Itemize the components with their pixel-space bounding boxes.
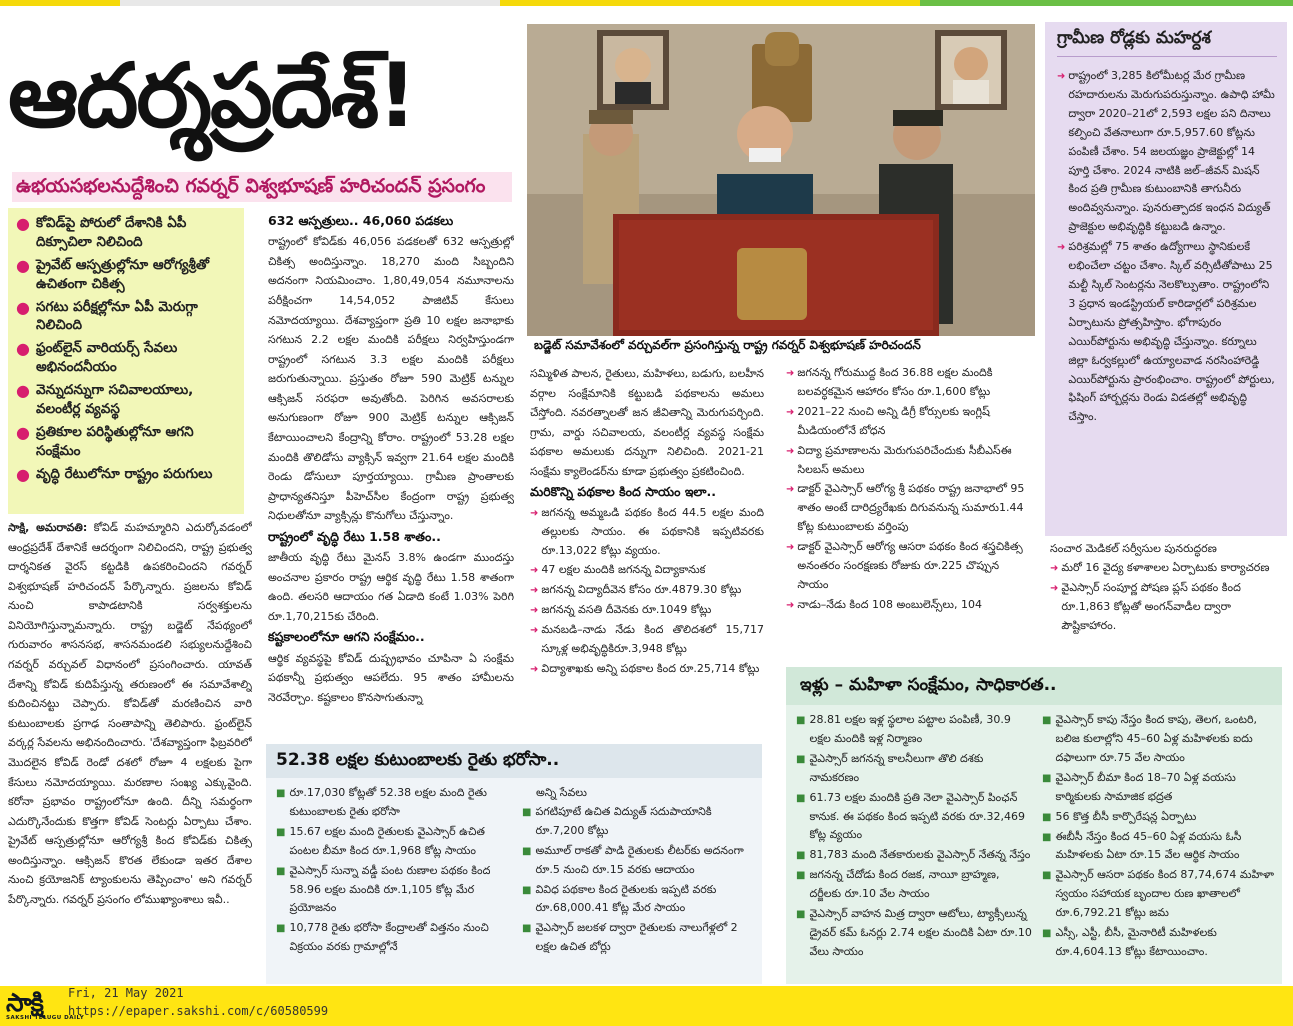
list-item-text: 2021–22 నుంచి అన్ని డిగ్రీ కోర్సులకు ఇంగ్లిష్ మీడియంలోనే బోధన [797,404,990,437]
footer-url[interactable]: https://epaper.sakshi.com/c/60580599 [68,1004,329,1018]
bullet-icon: ➜ [1050,562,1059,574]
farmer-box [266,744,762,984]
section-heading-welfare: కష్టకాలంలోనూ ఆగని సంక్షేమం.. [268,629,425,645]
bullet-icon: ■ [522,884,532,896]
section-heading-growth: రాష్ట్రంలో వృద్ధి రేటు 1.58 శాతం.. [268,528,441,544]
bullet-icon: ➜ [786,445,795,457]
article-intro: కోవిడ్ మహమ్మారిని ఎదుర్కోవడంలో ఆంధ్రప్రదేశ్ దేశానికే ఆదర్శంగా నిలిచిందని, రాష్ట్ర ప్రభుత్వ దార్శనికత వైరస్ కట్టడికి ఉపకరించిందని గవర్నర్ విశ్వభూషణ్ హరిచందన్ పేర్కొన్నారు. ప్రజలను కోవిడ్ నుంచి కాపాడటానికి సర్వశక్తులను వినియోగిస్తున్నామన్నారు. రాష్ట్ర బడ్జెట్ నేపథ్యంలో గురువారం శాసనసభ, శాసనమండలి సభ్యులనుద్దేశించి గవర్నర్ వర్చువల్ విధానంలో ప్రసంగించారు. యావత్ దేశాన్ని కోవిడ్ కుదిపేస్తున్న తరుణంలో ఈ సమావేశాల్ని కుదించినట్టు చెప్పారు. కోవిడ్‌తో మరణించిన వారి కుటుంబాలకు ప్రగాఢ సంతాపాన్ని తెలిపారు. ఫ్రంట్‌లైన్ వర్కర్ల సేవలను అభినందించారు. 'దేశవ్యాప్తంగా ఫిబ్రవరిలో మొదలైన కోవిడ్ రెండో దశలో రోజూ 4 లక్షలకు పైగా కేసులు నమోదయ్యాయి. మరణాల సంఖ్య ఎక్కువైంది. కరోనా ప్రభావం రాష్ట్రంలోనూ ఉంది. దీన్ని సమర్థంగా ఎదుర్కొనేందుకు కొత్తగా కోవిడ్ సెంటర్లు ఏర్పాటు చేశాం. ప్రైవేట్ ఆస్పత్రుల్లోనూ ఆరోగ్యశ్రీ కింద కోవిడ్‌కు చికిత్స అందిస్తున్నాం. ఆక్సిజన్ కొరత లేకుండా ఇతర దేశాల నుంచి క్రయోజనిక్ ట్యాంకులను తెప్పించాం' అని గవర్నర్ పేర్కొన్నారు. గవర్నర్ ప్రసంగం లోముఖ్యాంశాలు ఇవీ.. [8,521,252,906]
bullet-icon: ■ [1042,772,1052,784]
bullet-icon: ➜ [530,585,539,597]
housing-list-right [1042,711,1276,981]
list-item-text: జగనన్న చేదోడు కింద రజక, నాయీ బ్రాహ్మణ, దర్జీలకు రూ.10 వేల సాయం [809,868,1000,901]
subheadline: ఉభయసభలనుద్దేశించి గవర్నర్ విశ్వభూషణ్ హరిచందన్ ప్రసంగం [12,172,512,202]
highlight-text: ఫ్రంట్‌లైన్ వారియర్స్ సేవలు అభినందనీయం [35,340,178,376]
list-item-text: వివిధ పథకాల కింద రైతులకు ఇప్పటి వరకు రూ.68,000.41 కోట్ల మేర సాయం [535,882,717,915]
list-item-text: మరో 16 వైద్య కళాశాలల ఏర్పాటుకు కార్యాచరణ [1061,560,1270,574]
list-item-text: డాక్టర్ వైఎస్సార్ ఆరోగ్య శ్రీ పథకం రాష్ట్ర జనాభాలో 95 శాతం అంటే దారిద్ర్యరేఖకు దిగువనున్న సుమారు1.44 కోట్ల కుటుంబాలకు వర్తింపు [797,482,1025,534]
bullet-icon: ➜ [786,368,795,379]
bullet-icon: ■ [276,865,286,877]
bullet-icon: ➜ [530,605,539,617]
bullet-icon: ➜ [786,542,795,554]
scheme-item [786,442,1032,480]
photo-caption: బడ్జెట్ సమావేశంలో వర్చువల్‌గా ప్రసంగిస్తున్న రాష్ట్ర గవర్నర్ విశ్వభూషణ్ హరిచందన్ [534,338,921,352]
list-item-text: రూ.17,030 కోట్లతో 52.38 లక్షల మంది రైతు కుటుంబాలకు రైతు భరోసా [289,786,487,818]
list-item-text: వైఎస్సార్ సంపూర్ణ పోషణ ప్లస్ పథకం కింద రూ.1,863 కోట్లతో అంగన్‌వాడీల ద్వారా పౌష్టికాహారం. [1061,580,1241,632]
highlight-text: వెన్నుదన్నుగా సచివాలయాలు, వలంటీర్ల వ్యవస్థ [35,382,194,418]
highlight-text: ప్రతికూల పరిస్థితుల్లోనూ ఆగని సంక్షేమం [35,423,194,459]
bullet-icon: ■ [1042,928,1052,940]
bullet-icon: ■ [276,826,286,838]
farmer-box-title: 52.38 లక్షల కుటుంబాలకు రైతు భరోసా.. [266,744,762,778]
bullet-icon: ➜ [530,507,539,519]
bullet-icon: ● [16,464,30,484]
bullet-icon: ■ [796,870,806,882]
bullet-icon: ➜ [530,664,539,676]
roads-item [1057,238,1277,427]
farmer-item [522,803,756,841]
farmer-item [276,862,512,919]
list-item-text: జగనన్న అమ్మఒడి పథకం కింద 44.5 లక్షల మంది తల్లులకు సాయం. ఈ పథకానికి ఇప్పటివరకు రూ.13,022 కోట్లు వ్యయం. [541,505,764,557]
farmer-list-right [522,784,756,980]
governor-photo [527,24,1035,336]
list-item-text: ఈబీసీ నేస్తం కింద 45–60 ఏళ్ల వయసు ఓసీ మహిళలకు ఏటా రూ.15 వేల ఆర్థిక సాయం [1055,829,1242,862]
section-heading-schemes: మరికొన్ని పథకాల కింద సాయం ఇలా.. [530,484,717,500]
bullet-icon: ■ [796,909,806,921]
list-item-text: జగనన్న గోరుముద్ద కింద 36.88 లక్షల మందికి బలవర్ధకమైన ఆహారం కోసం రూ.1,600 కోట్లు [797,366,993,398]
list-item-text: విద్యా ప్రమాణాలను మెరుగుపరిచేందుకు సీబీఎస్‌ఈ సిలబస్ అమలు [797,443,1012,476]
bullet-icon: ■ [796,792,806,804]
scheme-item [786,364,1032,402]
list-item-text: వైఎస్సార్ జగనన్న కాలనీలుగా తొలి దశకు నామకరణం [809,751,984,784]
housing-item [796,750,1032,788]
rural-roads-title: గ్రామీణ రోడ్లకు మహర్దశ [1057,28,1277,57]
list-item-text: విద్యాశాఖకు అన్ని పథకాల కింద రూ.25,714 కోట్లు [541,662,760,676]
housing-list-left [796,711,1032,981]
bullet-icon: ● [16,255,30,275]
scheme-item [786,596,1032,615]
highlight-item [16,256,236,294]
health-item [1050,559,1286,578]
list-item-text: వైఎస్సార్ బీమా కింద 18–70 ఏళ్ల వయసు కార్మికులకు సామాజిక భద్రత [1055,770,1236,803]
housing-item [796,711,1032,749]
highlight-text: కోవిడ్‌పై పోరులో దేశానికి ఏపీ దిక్సూచిలా నిలిచింది [35,215,187,250]
list-item-text: వైఎస్సార్ సున్నా వడ్డీ పంట రుణాల పథకం కింద 58.96 లక్షల మందికి రూ.1,105 కోట్ల మేర ప్రయోజనం [289,863,491,915]
bullet-icon: ● [16,381,30,401]
housing-box [786,667,1282,984]
housing-item [796,905,1032,962]
list-item-text: జగనన్న విద్యాదీవెన కోసం రూ.4879.30 కోట్లు [541,583,742,597]
growth-paragraph: జాతీయ వృద్ధి రేటు మైనస్ 3.8% ఉండగా ముందస్తు అంచనాల ప్రకారం రాష్ట్ర ఆర్థిక వృద్ధి రేటు 1.58 శాతంగా ఉంది. తలసరి ఆదాయం గత ఏడాది కంటే 1.03% పెరిగి రూ.1,70,215కు చేరింది. [268,551,514,623]
list-item-text: డాక్టర్ వైఎస్సార్ ఆరోగ్య ఆసరా పథకం కింద శస్త్రచికిత్స అనంతరం సంరక్షణకు రోజుకు రూ.225 చొప్పున సాయం [797,540,1023,591]
highlight-text: ప్రైవేట్ ఆస్పత్రుల్లోనూ ఆరోగ్యశ్రీతో ఉచితంగా చికిత్స [35,256,210,292]
farmer-right-lead: అన్ని సేవలు [536,786,587,799]
housing-item [1042,828,1276,866]
scheme-item [786,403,1032,441]
schemes-list [530,504,764,681]
list-item-text: పరిశ్రమల్లో 75 శాతం ఉద్యోగాలు స్థానికులకే లభించేలా చట్టం చేశాం. స్కిల్ వర్సిటీతోపాటు 25 మల్టీ స్కిల్ సెంటర్లను నెలకొల్పుతాం. రాష్ట్రంలోని 3 ప్రధాన ఇండస్ట్రియల్ కారిడార్లలో పరిశ్రమల ఏర్పాటును ప్రోత్సహిస్తాం. భోగాపురం ఎయిర్‌పోర్టును అభివృద్ధి చేస్తున్నాం. కర్నూలు జిల్లా ఓర్వకల్లులో ఉయ్యాలవాడ నరసింహారెడ్డి ఎయిర్‌పోర్టును ప్రారంభించాం. రాష్ట్రంలో పోర్టులు, ఫిషింగ్ హార్బర్లను రెండు విడతల్లో అభివృద్ధి చేస్తాం. [1068,240,1275,424]
article-column-1 [8,518,252,980]
footer-date: Fri, 21 May 2021 [68,986,184,1000]
farmer-list-left [276,784,512,980]
list-item-text: 28.81 లక్షల ఇళ్ల స్థలాల పట్టాల పంపిణీ, 30.9 లక్షల మందికి ఇళ్ల నిర్మాణం [809,713,1011,745]
bullet-icon: ■ [1042,811,1052,823]
bullet-icon: ● [16,214,30,233]
housing-item [796,846,1032,865]
highlight-text: సగటు పరీక్షల్లోనూ ఏపీ మెరుగ్గా నిలిచింది [35,298,198,334]
scheme-item [530,581,764,600]
top-color-strip [0,0,1293,6]
dateline: సాక్షి, అమరావతి: [8,521,88,534]
list-item-text: 56 కొత్త బీసీ కార్పొరేషన్ల ఏర్పాటు [1055,809,1197,823]
bullet-icon: ■ [1042,715,1052,726]
list-item-text: 61.73 లక్షల మందికి ప్రతి నెలా వైఎస్సార్ పింఛన్ కానుక. ఈ పథకం కింద ఇప్పటి వరకు రూ.32,469 కోట్ల వ్యయం [809,790,1025,842]
housing-item [1042,769,1276,807]
housing-item [796,789,1032,846]
scheme-item [530,660,764,679]
highlight-item [16,381,236,419]
health-item [1050,579,1286,636]
highlight-item [16,214,236,252]
list-item-text: 47 లక్షల మందికి జగనన్న విద్యాకానుక [541,563,706,577]
highlights-box [8,208,244,514]
inclusive-paragraph: సమ్మిళిత పాలన, రైతులు, మహిళలు, బడుగు, బలహీన వర్గాల సంక్షేమానికి కట్టుబడి పథకాలను అమలు చేస్తోంది. నవరత్నాలతో జన జీవితాన్ని మెరుగుపర్చింది. గ్రామ, వార్డు సచివాలయ, వలంటీర్ల వ్యవస్థ సంక్షేమ పథకాల అమలుకు దన్నుగా నిలిచింది. 2021-21 సంక్షేమ క్యాలెండర్‌ను కూడా ప్రభుత్వం ప్రకటించింది. [530,367,764,478]
farmer-item [522,881,756,919]
schemes-list-2 [786,364,1032,660]
list-item-text: వైఎస్సార్ వాహన మిత్ర ద్వారా ఆటోలు, ట్యాక్సీలున్న డ్రైవర్ కమ్ ఓనర్లు 2.74 లక్షల మందికి ఏటా రూ.10 వేలు సాయం [809,907,1032,958]
list-item-text: వైఎస్సార్ ఆసరా పథకం కింద 87,74,674 మహిళా స్వయం సహాయక బృందాల రుణ ఖాతాలలో రూ.6,792.21 కోట్లు జమ [1055,868,1275,920]
bullet-icon: ➜ [1057,242,1066,254]
bullet-icon: ● [16,339,30,359]
hospitals-paragraph: రాష్ట్రంలో కోవిడ్‌కు 46,056 పడకలతో 632 ఆస్పత్రుల్లో చికిత్స అందిస్తున్నాం. 18,270 మంది సిబ్బందిని అదనంగా నియమించాం. 1,80,49,054 నమూనాలను పరీక్షించగా 14,54,052 పాజిటివ్ కేసులు నమోదయ్యాయి. దేశవ్యాప్తంగా ప్రతి 10 లక్షల జనాభాకు సగటున 2.2 లక్షల మందికి పరీక్షలు నిర్వహిస్తుండగా రాష్ట్రంలో సగటున 3.3 లక్షల మందికి పరీక్షలు జరుగుతున్నాయి. ప్రస్తుతం రోజూ 590 మెట్రిక్ టన్నుల ఆక్సిజన్ సరఫరా అవుతోంది. పెరిగిన అవసరాలకు అనుగుణంగా రోజూ 900 మెట్రిక్ టన్నుల ఆక్సిజన్ కేటాయించాలని కేంద్రాన్ని కోరాం. రాష్ట్రంలో 53.28 లక్షల మందికి తొలిడోసు వ్యాక్సిన్ ఇవ్వగా 21.64 లక్షల మందికి రెండు డోసులూ పూర్తయ్యాయి. గ్రామీణ ప్రాంతాలకు ప్రాధాన్యతనిస్తూ పీహెచ్‌సీల కేంద్రంగా రాష్ట్ర ప్రభుత్వ నిధులతోనూ వ్యాక్సిన్లు కొనుగోలు చేస్తున్నాం. [268,235,514,523]
bullet-icon: ■ [276,788,286,799]
bullet-icon: ■ [522,845,532,857]
bullet-icon: ➜ [786,406,795,418]
roads-item [1057,67,1277,237]
bullet-icon: ■ [796,753,806,765]
list-item-text: పగటిపూటే ఉచిత విద్యుత్ సదుపాయానికి రూ.7,200 కోట్లు [535,804,712,837]
scheme-item [530,561,764,580]
rural-roads-list [1057,67,1277,428]
list-item-text: అమూల్ రాకతో పాడి రైతులకు లీటర్‌కు అదనంగా రూ.5 నుంచి రూ.15 వరకు ఆదాయం [535,843,744,876]
sakshi-logo: సాక్షి [6,988,43,1017]
highlight-item [16,339,236,377]
highlight-item [16,465,236,484]
list-item-text: మనబడి–నాడు నేడు కింద తొలిదశలో 15,717 స్కూళ్ల అభివృద్ధికిరూ.3,948 కోట్లు [541,623,764,656]
list-item-text: ఎస్సీ, ఎస్టీ, బీసీ, మైనారిటీ మహిళలకు రూ.4,604.13 కోట్లు కేటాయించాం. [1055,926,1217,958]
photo-illustration [527,24,1035,336]
bullet-icon: ➜ [1050,582,1059,594]
bullet-icon: ➜ [786,599,795,611]
list-item-text: 81,783 మంది నేతకారులకు వైఎస్సార్ నేతన్న నేస్తం [809,848,1031,862]
bullet-icon: ■ [522,923,532,935]
housing-item [796,866,1032,904]
farmer-item [276,919,512,957]
health-lead: సంచార మెడికల్ సర్వీసుల పునరుద్ధరణ [1050,542,1217,555]
bullet-icon: ■ [1042,870,1052,882]
highlight-item [16,298,236,336]
bullet-icon: ➜ [530,565,539,577]
list-item-text: జగనన్న వసతి దీవెనకు రూ.1049 కోట్లు [541,603,712,617]
rural-roads-box [1045,22,1287,536]
farmer-item [276,784,512,822]
highlight-item [16,423,236,461]
list-item-text: వైఎస్సార్ కాపు నేస్తం కింద కాపు, తెలగ, ఒంటరి, బలిజ కులాల్లోని 45–60 ఏళ్ల మహిళలకు ఐదు దఫాలుగా రూ.75 వేల సాయం [1055,713,1257,764]
bullet-icon: ■ [796,715,806,726]
section-heading-hospitals: 632 ఆస్పత్రులు.. 46,060 పడకలు [268,213,454,228]
housing-item [1042,924,1276,962]
list-item-text: నాడు–నేడు కింద 108 అంబులెన్స్‌లు, 104 [797,597,982,611]
bullet-icon: ■ [796,850,806,862]
farmer-item [276,823,512,861]
scheme-item [530,601,764,620]
health-list [1050,540,1286,664]
sakshi-logo-subtitle: SAKSHI TELUGU DAILY [6,1015,85,1021]
housing-item [1042,808,1276,827]
farmer-item [522,842,756,880]
article-column-3 [530,364,764,740]
highlight-text: వృద్ధి రేటులోనూ రాష్ట్రం పరుగులు [35,465,213,482]
list-item-text: వైఎస్సార్ జలకళ ద్వారా రైతులకు నాలుగేళ్లలో 2 లక్షల ఉచిత బోర్లు [535,921,738,954]
housing-item [1042,866,1276,923]
bullet-icon: ➜ [786,484,795,496]
farmer-item [522,919,756,957]
bullet-icon: ➜ [530,625,539,637]
scheme-item [786,538,1032,595]
headline: ఆదర్శప్రదేశ్! [8,44,416,147]
bullet-icon: ● [16,297,30,317]
list-item-text: 10,778 రైతు భరోసా కేంద్రాలతో విత్తనం నుంచి విక్రయం వరకు గ్రామాల్లోనే [289,921,489,954]
bullet-icon: ■ [1042,831,1052,843]
housing-box-title: ఇళ్లు – మహిళా సంక్షేమం, సాధికారత.. [786,667,1282,705]
bullet-icon: ➜ [1057,71,1066,82]
bullet-icon: ■ [522,806,532,818]
article-column-2 [268,210,514,738]
welfare-paragraph: ఆర్థిక వ్యవస్థపై కోవిడ్ దుష్ప్రభావం చూపినా ఏ సంక్షేమ పథకాన్నీ ప్రభుత్వం ఆపలేదు. 95 శాతం హామీలను నెరవేర్చాం. కష్టకాలం కొనసాగుతున్నా [268,651,514,704]
housing-item [1042,711,1276,768]
bullet-icon: ● [16,422,30,442]
scheme-item [530,504,764,561]
bullet-icon: ■ [276,923,286,935]
list-item-text: 15.67 లక్షల మంది రైతులకు వైఎస్సార్ ఉచిత పంటల బీమా కింద రూ.1,968 కోట్ల సాయం [289,824,485,857]
scheme-item [786,480,1032,537]
list-item-text: రాష్ట్రంలో 3,285 కిలోమీటర్ల మేర గ్రామీణ రహదారులను మెరుగుపరుస్తున్నాం. ఉపాధి హామీ ద్వారా 2020–21లో 2,593 లక్షల పని దినాలు కల్పించి వేతనాలుగా రూ.5,957.60 కోట్లను పంపిణీ చేశాం. 54 జలయజ్ఞం ప్రాజెక్టుల్లో 14 పూర్తి చేశాం. 2024 నాటికి జల్–జీవన్ మిషన్ కింద ప్రతి గ్రామీణ కుటుంబానికి తాగునీరు అందివ్వనున్నాం. పునరుత్పాదక ఇంధన విద్యుత్ ప్రాజెక్టుల అభివృద్ధికి కట్టుబడి ఉన్నాం. [1068,69,1275,234]
scheme-item [530,621,764,659]
